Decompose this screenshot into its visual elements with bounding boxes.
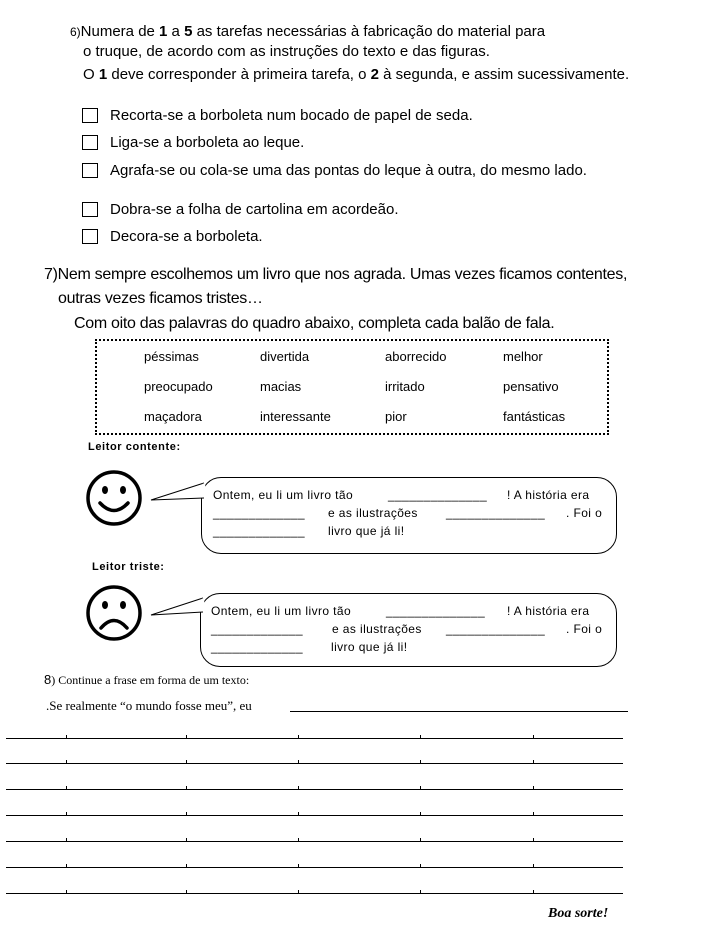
blank[interactable]: _____________ [211, 622, 303, 636]
task-text: Recorta-se a borboleta num bocado de papel de seda. [110, 107, 473, 124]
line-segment-mark [533, 812, 534, 815]
blank[interactable]: ______________ [388, 488, 488, 502]
word-bank-word: preocupado [144, 379, 213, 394]
task-text: Decora-se a borboleta. [110, 228, 263, 245]
line-segment-mark [420, 864, 421, 867]
blank[interactable]: _____________ [211, 640, 303, 654]
question-6-instruction: O 1 deve corresponder à primeira tarefa, o 2 à segunda, e assim sucessivamente. [83, 66, 630, 83]
task-text: Dobra-se a folha de cartolina em acordeão. [110, 201, 399, 218]
word-bank-word: péssimas [144, 349, 199, 364]
line-segment-mark [66, 735, 67, 738]
sad-face-icon [84, 583, 144, 643]
line-segment-mark [66, 890, 67, 893]
line-segment-mark [186, 838, 187, 841]
line-segment-mark [298, 838, 299, 841]
word-bank-word: maçadora [144, 409, 202, 424]
blank[interactable]: _____________ [213, 524, 305, 538]
answer-line[interactable] [6, 815, 623, 816]
task-number-box[interactable] [82, 135, 98, 150]
task-item [82, 201, 637, 219]
word-bank-word: melhor [503, 349, 543, 364]
blank[interactable]: _____________ [213, 506, 305, 520]
question-7-line-2: outras vezes ficamos tristes… [58, 290, 263, 307]
happy-reader-label: Leitor contente: [88, 441, 181, 453]
line-segment-mark [186, 812, 187, 815]
blank[interactable]: ______________ [446, 506, 546, 520]
question-8 [44, 672, 249, 688]
question-6-line-2: o truque, de acordo com as instruções do texto e das figuras. [83, 43, 490, 60]
line-segment-mark [298, 735, 299, 738]
sad-bubble-tail [148, 594, 208, 624]
task-item [82, 162, 637, 179]
answer-line[interactable] [6, 841, 623, 842]
line-segment-mark [533, 864, 534, 867]
task-text: Agrafa-se ou cola-se uma das pontas do leque à outra, do mesmo lado. [110, 162, 587, 179]
word-bank-word: aborrecido [385, 349, 447, 364]
answer-line[interactable] [6, 893, 623, 894]
question-7 [44, 263, 684, 311]
sad-bubble-text: Ontem, eu li um livro tão ______________ ! A história era _____________ e as ilustrações ______________ . Foi o _____________ livro que já li! [211, 604, 603, 654]
task-item [82, 228, 637, 246]
word-bank-word: pensativo [503, 379, 559, 394]
task-item [82, 107, 637, 125]
happy-face-icon [84, 468, 144, 528]
line-segment-mark [186, 760, 187, 763]
question-8-sentence: .Se realmente “o mundo fosse meu”, eu [46, 698, 252, 713]
blank[interactable]: ______________ [386, 604, 486, 618]
line-segment-mark [533, 760, 534, 763]
question-7-line-1: 7)Nem sempre escolhemos um livro que nos agrada. Umas vezes ficamos contentes, [44, 266, 628, 283]
task-number-box[interactable] [82, 229, 98, 244]
line-segment-mark [420, 735, 421, 738]
line-segment-mark [186, 890, 187, 893]
line-segment-mark [533, 735, 534, 738]
word-bank-word: irritado [385, 379, 425, 394]
question-6 [70, 22, 635, 84]
sad-reader-label: Leitor triste: [92, 561, 165, 573]
word-bank-word: divertida [260, 349, 310, 364]
question-8-number: 8 [44, 672, 52, 687]
line-segment-mark [66, 864, 67, 867]
answer-line[interactable] [6, 763, 623, 764]
line-segment-mark [420, 890, 421, 893]
word-bank-word: pior [385, 409, 407, 424]
line-segment-mark [298, 890, 299, 893]
closing-message: Boa sorte! [548, 906, 609, 921]
line-segment-mark [420, 786, 421, 789]
sentence-answer-line[interactable] [290, 711, 628, 712]
task-item [82, 134, 637, 152]
question-6-number: 6) [70, 25, 81, 39]
word-bank-word: interessante [260, 409, 331, 424]
line-segment-mark [66, 786, 67, 789]
line-segment-mark [420, 838, 421, 841]
line-segment-mark [66, 838, 67, 841]
question-8-prompt: ) Continue a frase em forma de um texto: [51, 673, 250, 687]
line-segment-mark [298, 864, 299, 867]
task-number-box[interactable] [82, 163, 98, 178]
word-bank-word: fantásticas [503, 409, 566, 424]
task-number-box[interactable] [82, 202, 98, 217]
answer-line[interactable] [6, 738, 623, 739]
happy-bubble-text: Ontem, eu li um livro tão ______________ ! A história era _____________ e as ilustrações ______________ . Foi o _____________ livro que já li! [213, 488, 603, 538]
line-segment-mark [533, 838, 534, 841]
line-segment-mark [66, 812, 67, 815]
line-segment-mark [420, 760, 421, 763]
task-text: Liga-se a borboleta ao leque. [110, 134, 305, 151]
word-bank [95, 339, 609, 435]
line-segment-mark [66, 760, 67, 763]
line-segment-mark [420, 812, 421, 815]
question-6-line-1: 6)Numera de 1 a 5 as tarefas necessárias à fabricação do material para [70, 23, 546, 40]
blank[interactable]: ______________ [446, 622, 546, 636]
line-segment-mark [298, 786, 299, 789]
answer-line[interactable] [6, 867, 623, 868]
happy-bubble-tail [148, 480, 208, 510]
line-segment-mark [186, 786, 187, 789]
line-segment-mark [298, 812, 299, 815]
line-segment-mark [186, 735, 187, 738]
answer-line[interactable] [6, 789, 623, 790]
line-segment-mark [186, 864, 187, 867]
line-segment-mark [533, 890, 534, 893]
task-number-box[interactable] [82, 108, 98, 123]
line-segment-mark [533, 786, 534, 789]
word-bank-word: macias [260, 379, 302, 394]
question-7-instruction: Com oito das palavras do quadro abaixo, completa cada balão de fala. [74, 315, 555, 332]
line-segment-mark [298, 760, 299, 763]
